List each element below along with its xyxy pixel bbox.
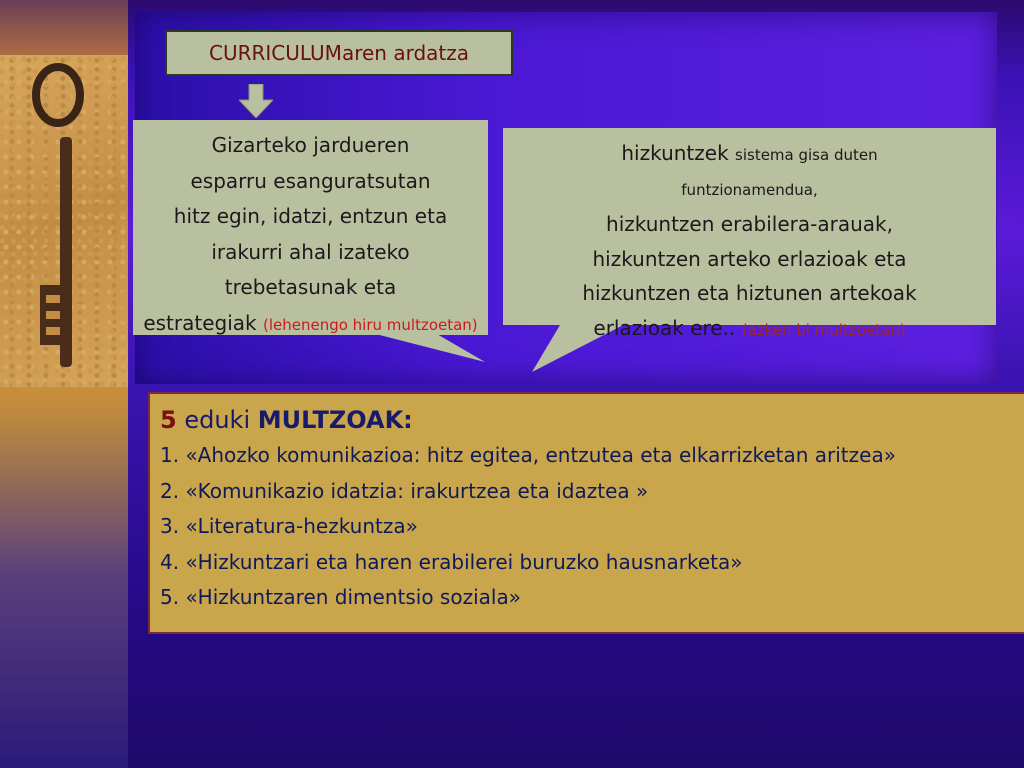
block-item: 5. «Hizkuntzaren dimentsio soziala»: [160, 585, 521, 610]
skills-line: irakurri ahal izateko: [211, 239, 410, 264]
language-system-bubble: [503, 128, 996, 340]
skills-line: estrategiak: [143, 310, 257, 335]
block-item: 2. «Komunikazio idatzia: irakurtzea eta idaztea »: [160, 478, 649, 503]
content-blocks-box: [148, 392, 1024, 634]
lang-line-bold: hizkuntzek: [621, 141, 729, 165]
lang-line: hizkuntzen arteko erlazioak eta: [592, 246, 907, 271]
key-image: [0, 55, 128, 387]
lang-line: hizkuntzen eta hiztunen artekoak: [582, 281, 917, 305]
lang-line: sistema gisa duten: [735, 146, 878, 164]
lang-note: (azken bi multzoetan): [741, 320, 906, 339]
block-item: 4. «Hizkuntzari eta haren erabilerei buruzko hausnarketa»: [160, 549, 743, 574]
skills-bubble: [133, 120, 488, 335]
block-item: 1. «Ahozko komunikazioa: hitz egitea, entzutea eta elkarrizketan aritzea»: [160, 443, 896, 467]
blocks-count: 5: [160, 406, 177, 434]
block-item: 3. «Literatura-hezkuntza»: [160, 514, 418, 539]
lang-line: hizkuntzen erabilera-arauak,: [606, 212, 893, 236]
blocks-heading: [160, 404, 1024, 436]
down-arrow-icon: [239, 84, 273, 118]
blocks-heading-word: eduki: [184, 406, 251, 434]
skills-line: hitz egin, idatzi, entzun eta: [173, 204, 448, 228]
skills-line: Gizarteko jardueren: [211, 133, 410, 157]
lang-line: erlazioak ere..: [593, 315, 736, 340]
skills-line: esparru esanguratsutan: [190, 168, 431, 193]
skills-note: (lehenengo hiru multzoetan): [262, 315, 478, 334]
slide-title: CURRICULUMaren ardatza: [165, 30, 513, 76]
skills-line: trebetasunak eta: [224, 275, 397, 299]
blocks-heading-title: MULTZOAK:: [257, 406, 413, 434]
lang-line: funtzionamendua,: [681, 180, 818, 199]
